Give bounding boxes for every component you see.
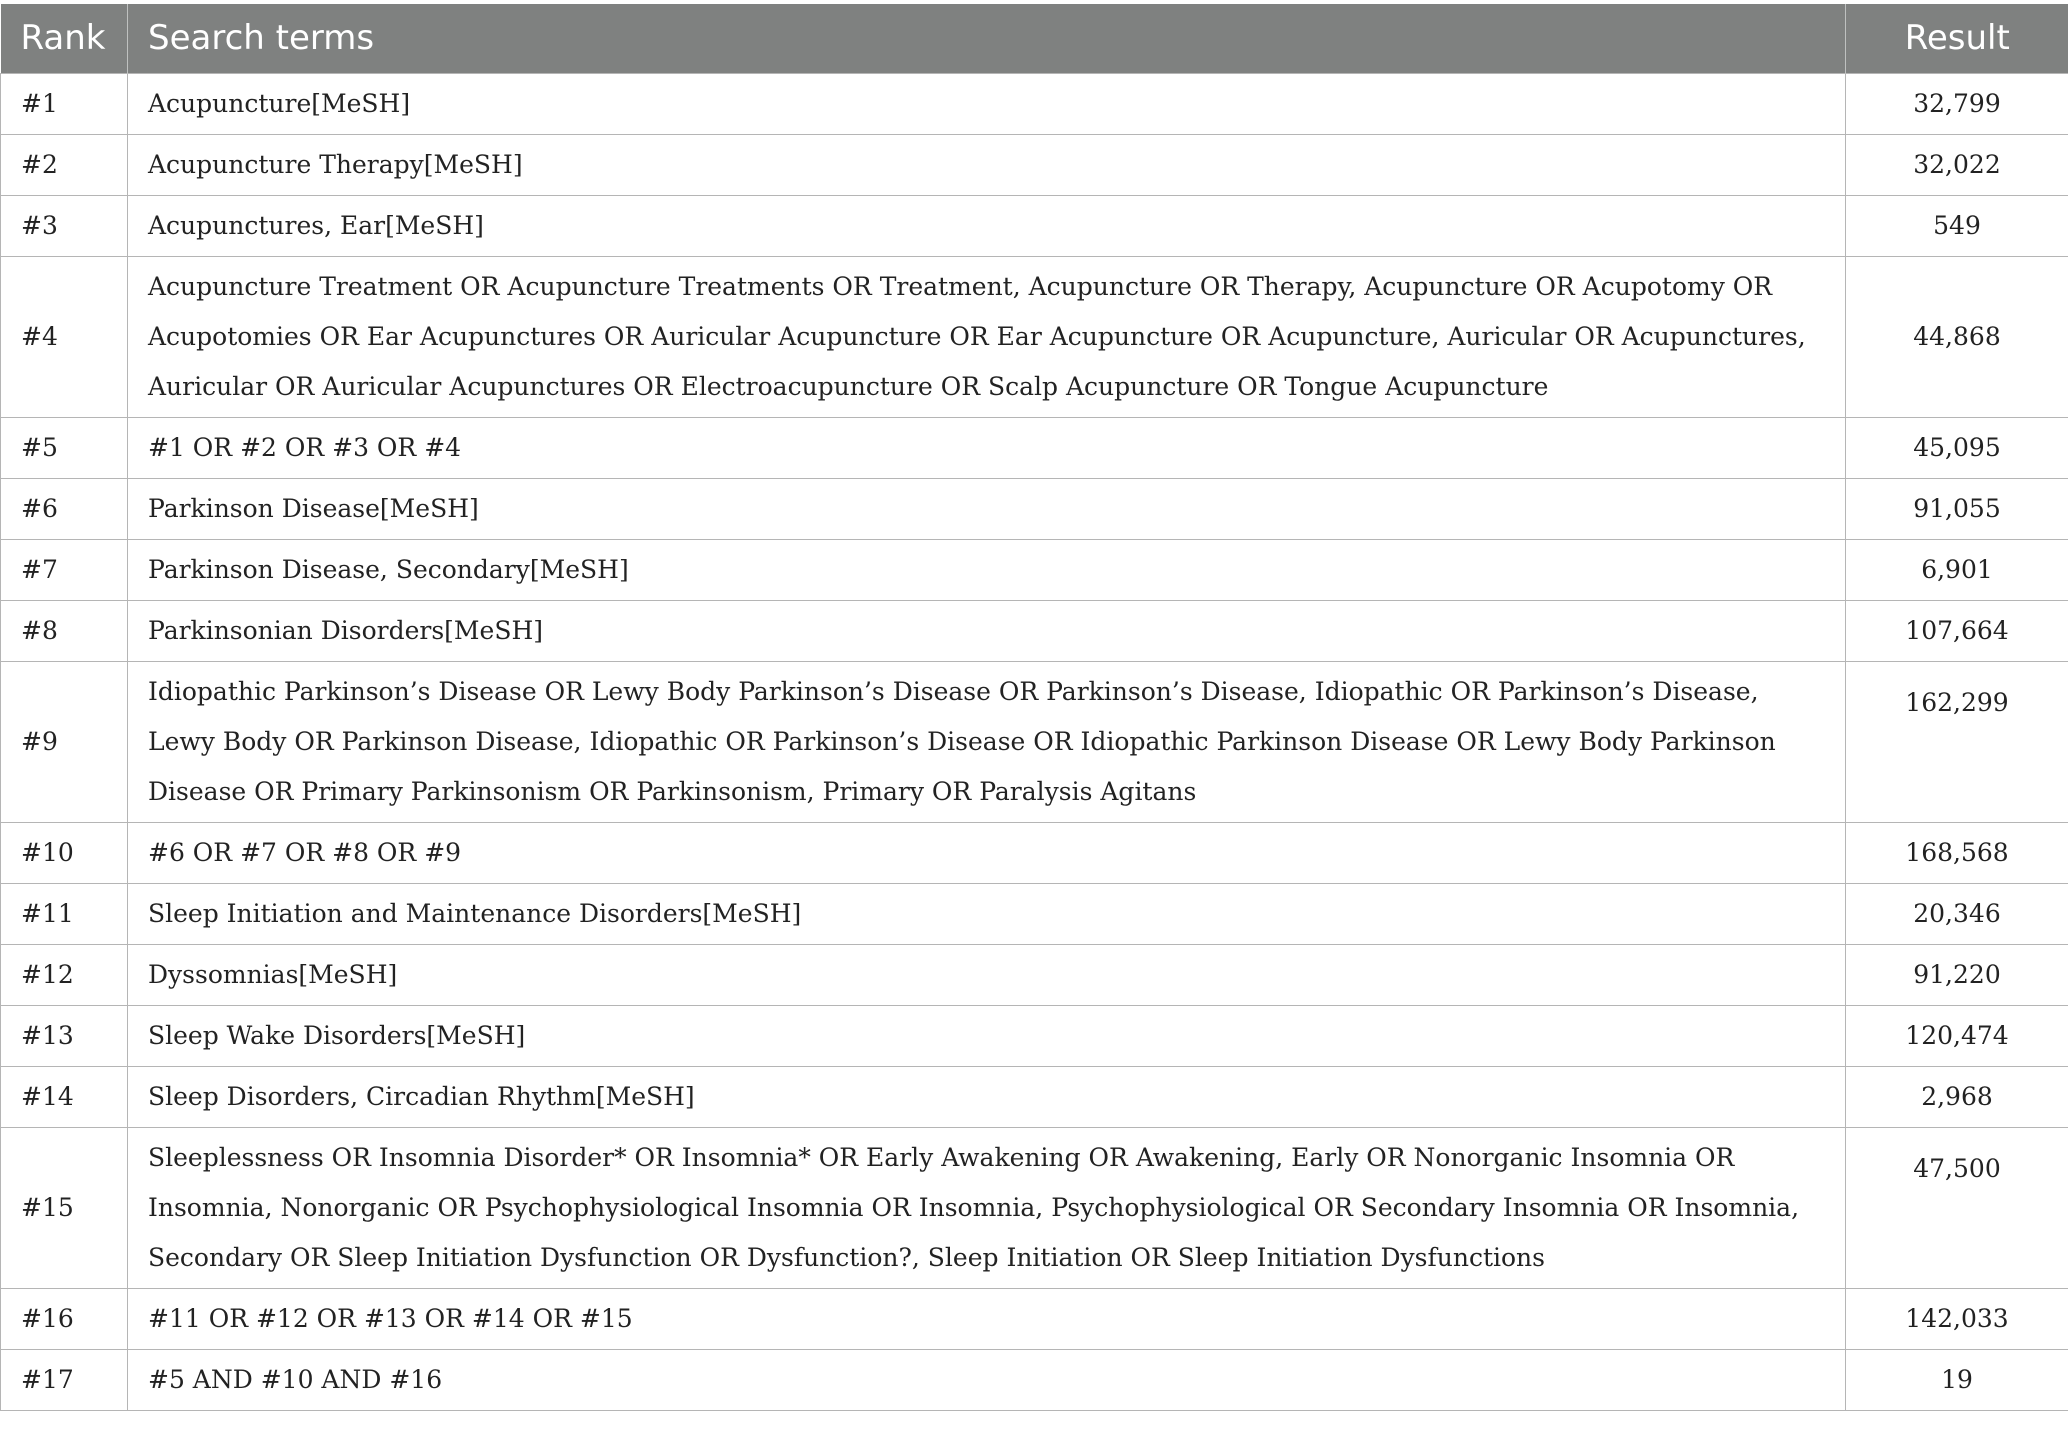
- table-row: [1, 1127, 2068, 1288]
- result-cell: 45,095: [1846, 417, 2068, 478]
- table-row: [1, 1349, 2068, 1410]
- table-row: [1, 1288, 2068, 1349]
- table-row: [1, 256, 2068, 417]
- rank-cell: #7: [1, 539, 128, 600]
- rank-cell: #3: [1, 195, 128, 256]
- search-terms-cell: #11 OR #12 OR #13 OR #14 OR #15: [128, 1288, 1846, 1349]
- rank-cell: #13: [1, 1005, 128, 1066]
- result-cell: 44,868: [1846, 256, 2068, 417]
- result-cell: 2,968: [1846, 1066, 2068, 1127]
- table-row: [1, 822, 2068, 883]
- header-rank: Rank: [1, 4, 128, 73]
- result-cell: 549: [1846, 195, 2068, 256]
- result-cell: 142,033: [1846, 1288, 2068, 1349]
- rank-cell: #10: [1, 822, 128, 883]
- search-terms-cell: Parkinsonian Disorders[MeSH]: [128, 600, 1846, 661]
- result-cell: 19: [1846, 1349, 2068, 1410]
- table-row: [1, 539, 2068, 600]
- table-row: [1, 600, 2068, 661]
- table-row: [1, 661, 2068, 822]
- rank-cell: #12: [1, 944, 128, 1005]
- rank-cell: #11: [1, 883, 128, 944]
- search-terms-cell: #5 AND #10 AND #16: [128, 1349, 1846, 1410]
- table-row: [1, 417, 2068, 478]
- rank-cell: #1: [1, 73, 128, 134]
- table-row: [1, 1005, 2068, 1066]
- search-terms-cell: Acupunctures, Ear[MeSH]: [128, 195, 1846, 256]
- result-cell: 91,220: [1846, 944, 2068, 1005]
- header-row: [1, 4, 2068, 73]
- table-header: [1, 4, 2068, 73]
- search-terms-cell: Sleep Initiation and Maintenance Disorders[MeSH]: [128, 883, 1846, 944]
- table-row: [1, 134, 2068, 195]
- rank-cell: #9: [1, 661, 128, 822]
- header-search-terms: Search terms: [128, 4, 1846, 73]
- table-row: [1, 195, 2068, 256]
- table-row: [1, 73, 2068, 134]
- table-body: [1, 73, 2068, 1410]
- search-terms-cell: Idiopathic Parkinson’s Disease OR Lewy Body Parkinson’s Disease OR Parkinson’s Disease, Idiopathic OR Parkinson’s Disease, Lewy Body OR Parkinson Disease, Idiopathic OR Parkinson’s Disease OR Idiopathic Parkinson Disease OR Lewy Body Parkinson Disease OR Primary Parkinsonism OR Parkinsonism, Primary OR Paralysis Agitans: [128, 661, 1846, 822]
- search-terms-cell: #6 OR #7 OR #8 OR #9: [128, 822, 1846, 883]
- search-terms-cell: Sleep Wake Disorders[MeSH]: [128, 1005, 1846, 1066]
- rank-cell: #2: [1, 134, 128, 195]
- search-terms-cell: Acupuncture Treatment OR Acupuncture Treatments OR Treatment, Acupuncture OR Therapy, Acupuncture OR Acupotomy OR Acupotomies OR Ear Acupunctures OR Auricular Acupuncture OR Ear Acupuncture OR Acupuncture, Auricular OR Acupunctures, Auricular OR Auricular Acupunctures OR Electroacupuncture OR Scalp Acupuncture OR Tongue Acupuncture: [128, 256, 1846, 417]
- search-terms-cell: Acupuncture Therapy[MeSH]: [128, 134, 1846, 195]
- result-cell: 32,022: [1846, 134, 2068, 195]
- search-terms-cell: Acupuncture[MeSH]: [128, 73, 1846, 134]
- search-strategy-table: [0, 4, 2068, 1411]
- rank-cell: #15: [1, 1127, 128, 1288]
- result-cell: 107,664: [1846, 600, 2068, 661]
- rank-cell: #4: [1, 256, 128, 417]
- result-cell: 47,500: [1846, 1127, 2068, 1288]
- search-terms-cell: #1 OR #2 OR #3 OR #4: [128, 417, 1846, 478]
- result-cell: 20,346: [1846, 883, 2068, 944]
- table-row: [1, 944, 2068, 1005]
- rank-cell: #8: [1, 600, 128, 661]
- result-cell: 32,799: [1846, 73, 2068, 134]
- search-terms-cell: Dyssomnias[MeSH]: [128, 944, 1846, 1005]
- table-row: [1, 1066, 2068, 1127]
- table-row: [1, 883, 2068, 944]
- rank-cell: #6: [1, 478, 128, 539]
- table-row: [1, 478, 2068, 539]
- result-cell: 120,474: [1846, 1005, 2068, 1066]
- header-result: Result: [1846, 4, 2068, 73]
- rank-cell: #16: [1, 1288, 128, 1349]
- search-terms-cell: Parkinson Disease, Secondary[MeSH]: [128, 539, 1846, 600]
- result-cell: 168,568: [1846, 822, 2068, 883]
- rank-cell: #17: [1, 1349, 128, 1410]
- search-terms-cell: Sleep Disorders, Circadian Rhythm[MeSH]: [128, 1066, 1846, 1127]
- result-cell: 91,055: [1846, 478, 2068, 539]
- search-terms-cell: Parkinson Disease[MeSH]: [128, 478, 1846, 539]
- result-cell: 162,299: [1846, 661, 2068, 822]
- rank-cell: #5: [1, 417, 128, 478]
- rank-cell: #14: [1, 1066, 128, 1127]
- search-terms-cell: Sleeplessness OR Insomnia Disorder* OR Insomnia* OR Early Awakening OR Awakening, Early OR Nonorganic Insomnia OR Insomnia, Nonorganic OR Psychophysiological Insomnia OR Insomnia, Psychophysiological OR Secondary Insomnia OR Insomnia, Secondary OR Sleep Initiation Dysfunction OR Dysfunction?, Sleep Initiation OR Sleep Initiation Dysfunctions: [128, 1127, 1846, 1288]
- result-cell: 6,901: [1846, 539, 2068, 600]
